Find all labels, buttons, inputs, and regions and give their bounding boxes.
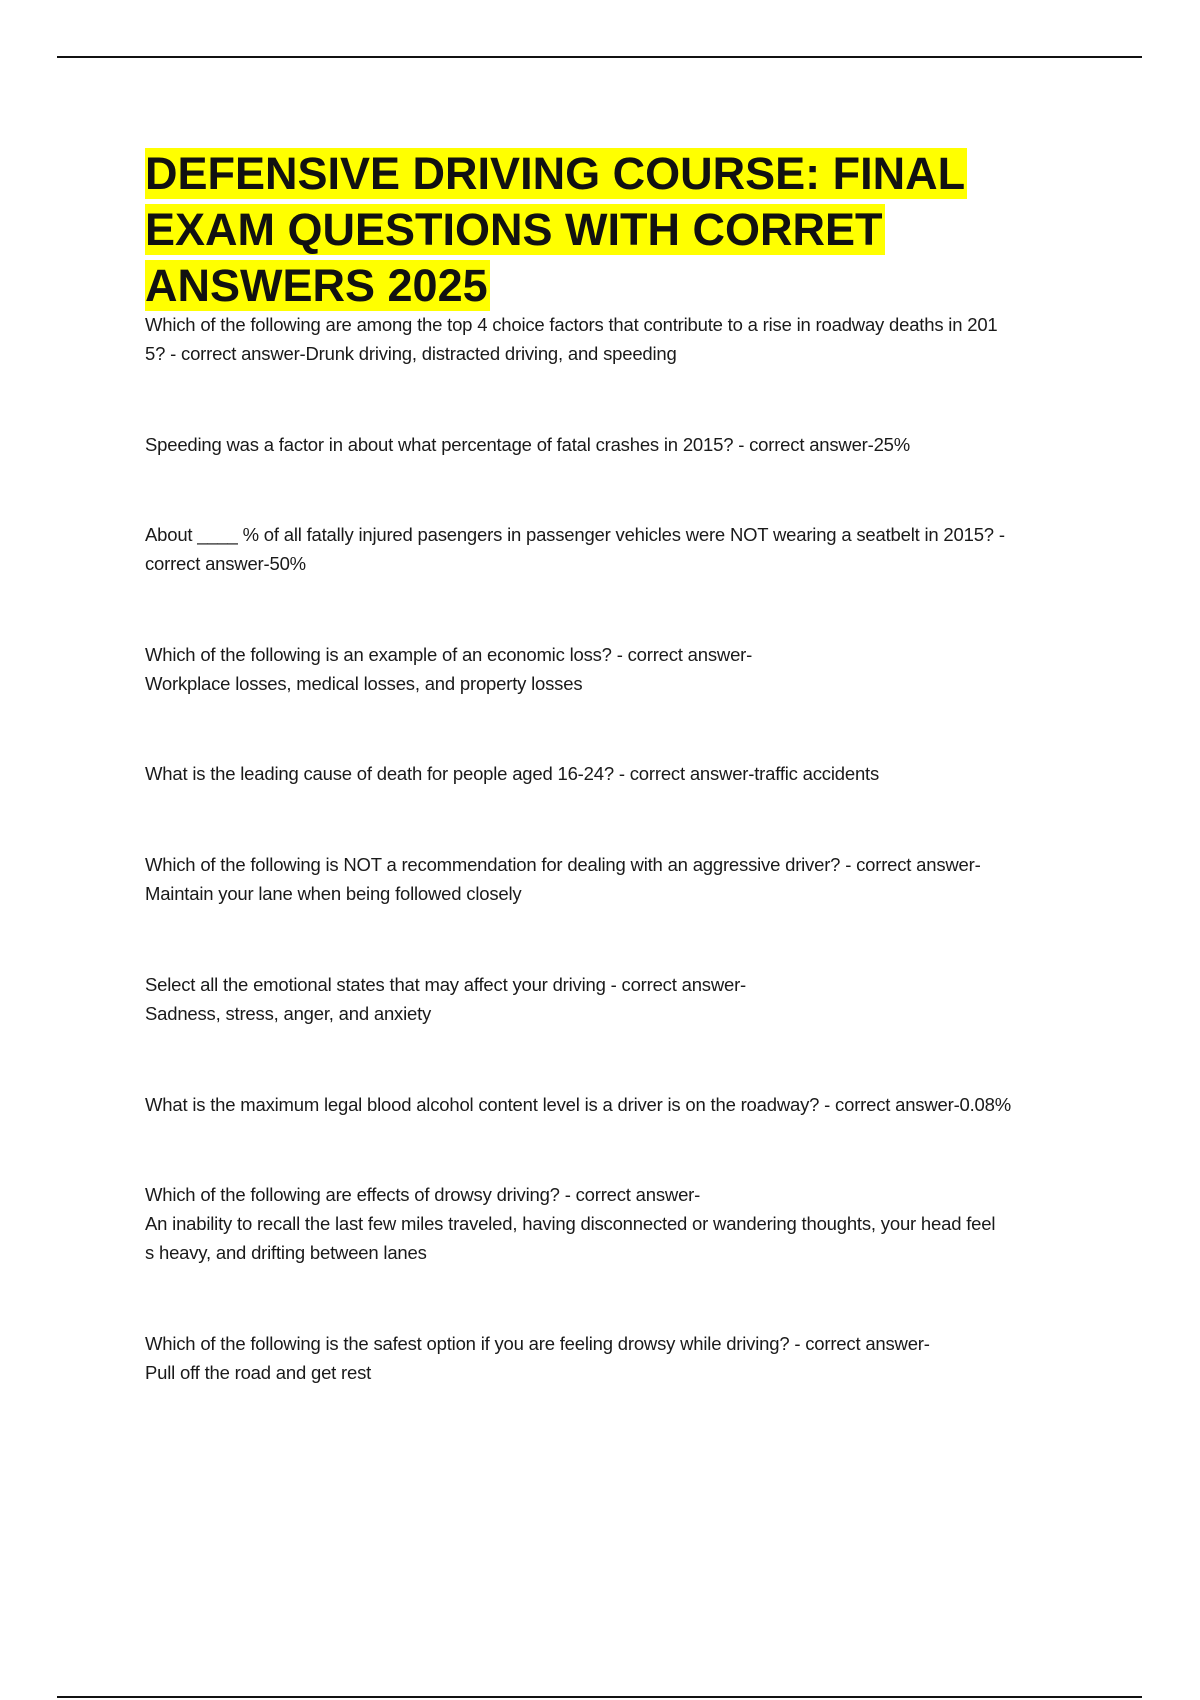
qa-line: 5? - correct answer-Drunk driving, distracted driving, and speeding	[145, 343, 677, 364]
qa-item	[145, 1329, 1095, 1387]
title-highlight: DEFENSIVE DRIVING COURSE: FINAL EXAM QUESTIONS WITH CORRET ANSWERS 2025	[145, 148, 966, 311]
qa-line: What is the maximum legal blood alcohol content level is a driver is on the roadway? - correct answer-0.08%	[145, 1094, 1011, 1115]
qa-item	[145, 1090, 1095, 1119]
qa-item	[145, 520, 1095, 578]
qa-line: s heavy, and drifting between lanes	[145, 1242, 427, 1263]
qa-line: Which of the following is NOT a recommendation for dealing with an aggressive driver? - correct answer-	[145, 854, 981, 875]
qa-line: Which of the following are effects of drowsy driving? - correct answer-	[145, 1184, 701, 1205]
document-title	[145, 146, 1095, 314]
qa-line: Speeding was a factor in about what percentage of fatal crashes in 2015? - correct answer-25%	[145, 434, 911, 455]
qa-line: Which of the following is the safest option if you are feeling drowsy while driving? - correct answer-	[145, 1333, 930, 1354]
qa-line: About ____ % of all fatally injured pasengers in passenger vehicles were NOT wearing a seatbelt in 2015? -	[145, 524, 1005, 545]
qa-line: What is the leading cause of death for people aged 16-24? - correct answer-traffic accidents	[145, 763, 880, 784]
qa-item	[145, 1180, 1095, 1267]
qa-item	[145, 310, 1095, 368]
qa-item	[145, 759, 1095, 788]
qa-item	[145, 970, 1095, 1028]
document-body	[145, 146, 1095, 1383]
qa-line: correct answer-50%	[145, 553, 306, 574]
qa-line: Workplace losses, medical losses, and property losses	[145, 673, 583, 694]
qa-item	[145, 640, 1095, 698]
qa-item	[145, 850, 1095, 908]
top-rule	[57, 56, 1142, 58]
qa-line: Pull off the road and get rest	[145, 1362, 372, 1383]
qa-line: Sadness, stress, anger, and anxiety	[145, 1003, 432, 1024]
qa-line: Maintain your lane when being followed closely	[145, 883, 522, 904]
bottom-rule	[57, 1696, 1142, 1698]
qa-line: Which of the following is an example of an economic loss? - correct answer-	[145, 644, 753, 665]
qa-line: Select all the emotional states that may affect your driving - correct answer-	[145, 974, 746, 995]
qa-line: Which of the following are among the top 4 choice factors that contribute to a rise in roadway deaths in 201	[145, 314, 998, 335]
qa-line: An inability to recall the last few miles traveled, having disconnected or wandering thoughts, your head feel	[145, 1213, 996, 1234]
qa-item	[145, 430, 1095, 459]
